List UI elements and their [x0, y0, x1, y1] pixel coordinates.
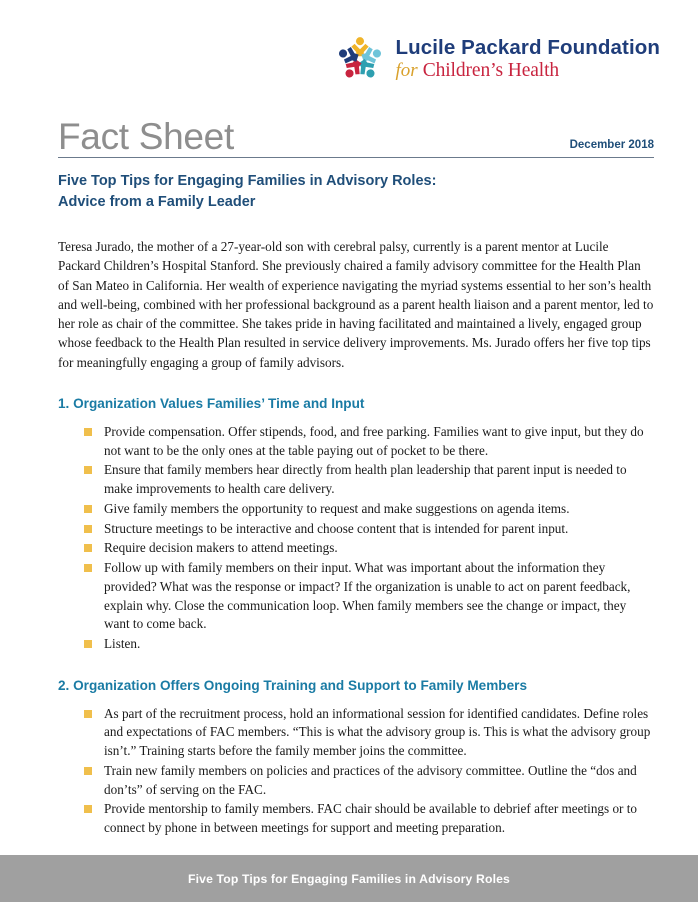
square-bullet-icon [84, 428, 92, 436]
document-subtitle [58, 171, 654, 213]
footer-title: Five Top Tips for Engaging Families in Advisory Roles [188, 871, 510, 886]
document-footer [0, 855, 698, 902]
subtitle-line-1: Five Top Tips for Engaging Families in Advisory Roles: [58, 173, 437, 189]
list-item-text: Provide mentorship to family members. FAC chair should be available to debrief after meetings or to connect by phone in between meetings for support and meeting preparation. [104, 801, 637, 836]
square-bullet-icon [84, 525, 92, 533]
section-1-heading: 1. Organization Values Families’ Time and Input [58, 395, 365, 411]
list-item [84, 705, 654, 761]
list-item-text: Listen. [104, 635, 141, 651]
list-item [84, 423, 654, 460]
square-bullet-icon [84, 544, 92, 552]
list-item-text: Train new family members on policies and practices of the advisory committee. Outline the “dos and don’ts” of serving on the FAC. [104, 762, 637, 797]
page-title: Fact Sheet [58, 116, 234, 157]
square-bullet-icon [84, 640, 92, 648]
document-header [0, 0, 698, 118]
square-bullet-icon [84, 805, 92, 813]
section-1-bullet-list [58, 423, 654, 654]
list-item-text: Require decision makers to attend meetings. [104, 540, 338, 556]
square-bullet-icon [84, 466, 92, 474]
list-item-text: Provide compensation. Offer stipends, food, and free parking. Families want to give input, but they do not want to be the only ones at the table paying out of pocket to be there. [104, 423, 644, 458]
list-item [84, 559, 654, 634]
section-1 [58, 396, 654, 654]
list-item [84, 461, 654, 498]
list-item [84, 500, 654, 519]
logo-wordmark [395, 35, 661, 81]
square-bullet-icon [84, 505, 92, 513]
square-bullet-icon [84, 710, 92, 718]
list-item-text: Give family members the opportunity to request and make suggestions on agenda items. [104, 500, 570, 516]
document-body [0, 118, 698, 847]
list-item [84, 539, 654, 558]
logo-for-word: for [395, 60, 418, 81]
section-2 [58, 678, 654, 838]
list-item [84, 762, 654, 799]
list-item-text: Follow up with family members on their input. What was important about the information they provided? What was the response or impact? If the organization is unable to act on parent feedback, explain why. Close the communication loop. When family members see the change or impact, they want to come back. [104, 560, 631, 632]
content-spacer [0, 847, 698, 855]
pinwheel-people-logo-icon [333, 32, 387, 86]
section-2-bullet-list [58, 705, 654, 838]
list-item [84, 520, 654, 539]
logo-childrens-health: Children’s Health [422, 60, 560, 81]
square-bullet-icon [84, 767, 92, 775]
organization-logo [333, 32, 661, 86]
square-bullet-icon [84, 564, 92, 572]
intro-paragraph: Teresa Jurado, the mother of a 27-year-old son with cerebral palsy, currently is a parent mentor at Lucile Packard Children’s Hospital Stanford. She previously chaired a family advisory committee for the Health Plan of San Mateo in California. Her wealth of experience navigating the myriad systems essential to her son’s health and well-being, combined with her professional background as a parent health liaison and a parent mentor, led to her role as chair of the committee. She takes pride in having facilitated and maintained a lively, engaged group whose feedback to the Health Plan resulted in service delivery improvements. Ms. Jurado offers her five top tips for meaningfully engaging a group of family advisors. [58, 239, 654, 370]
list-item [84, 800, 654, 837]
logo-foundation-name: Lucile Packard Foundation [395, 35, 660, 59]
title-divider [58, 157, 654, 158]
logo-tagline [396, 60, 661, 81]
publication-date: December 2018 [569, 139, 654, 151]
subtitle-line-2: Advice from a Family Leader [58, 194, 256, 211]
list-item [84, 635, 654, 654]
list-item-text: As part of the recruitment process, hold an informational session for identified candidates. Define roles and expectations of FAC members. “This is what the advisory group is. This is what the advisory group isn’t.” Training starts before the family member joins the committee. [104, 705, 651, 759]
section-2-heading: 2. Organization Offers Ongoing Training and Support to Family Members [58, 677, 528, 693]
title-row [58, 118, 654, 157]
list-item-text: Ensure that family members hear directly from health plan leadership that parent input is needed to make improvements to health care delivery. [104, 462, 627, 497]
list-item-text: Structure meetings to be interactive and choose content that is intended for parent input. [104, 520, 569, 536]
